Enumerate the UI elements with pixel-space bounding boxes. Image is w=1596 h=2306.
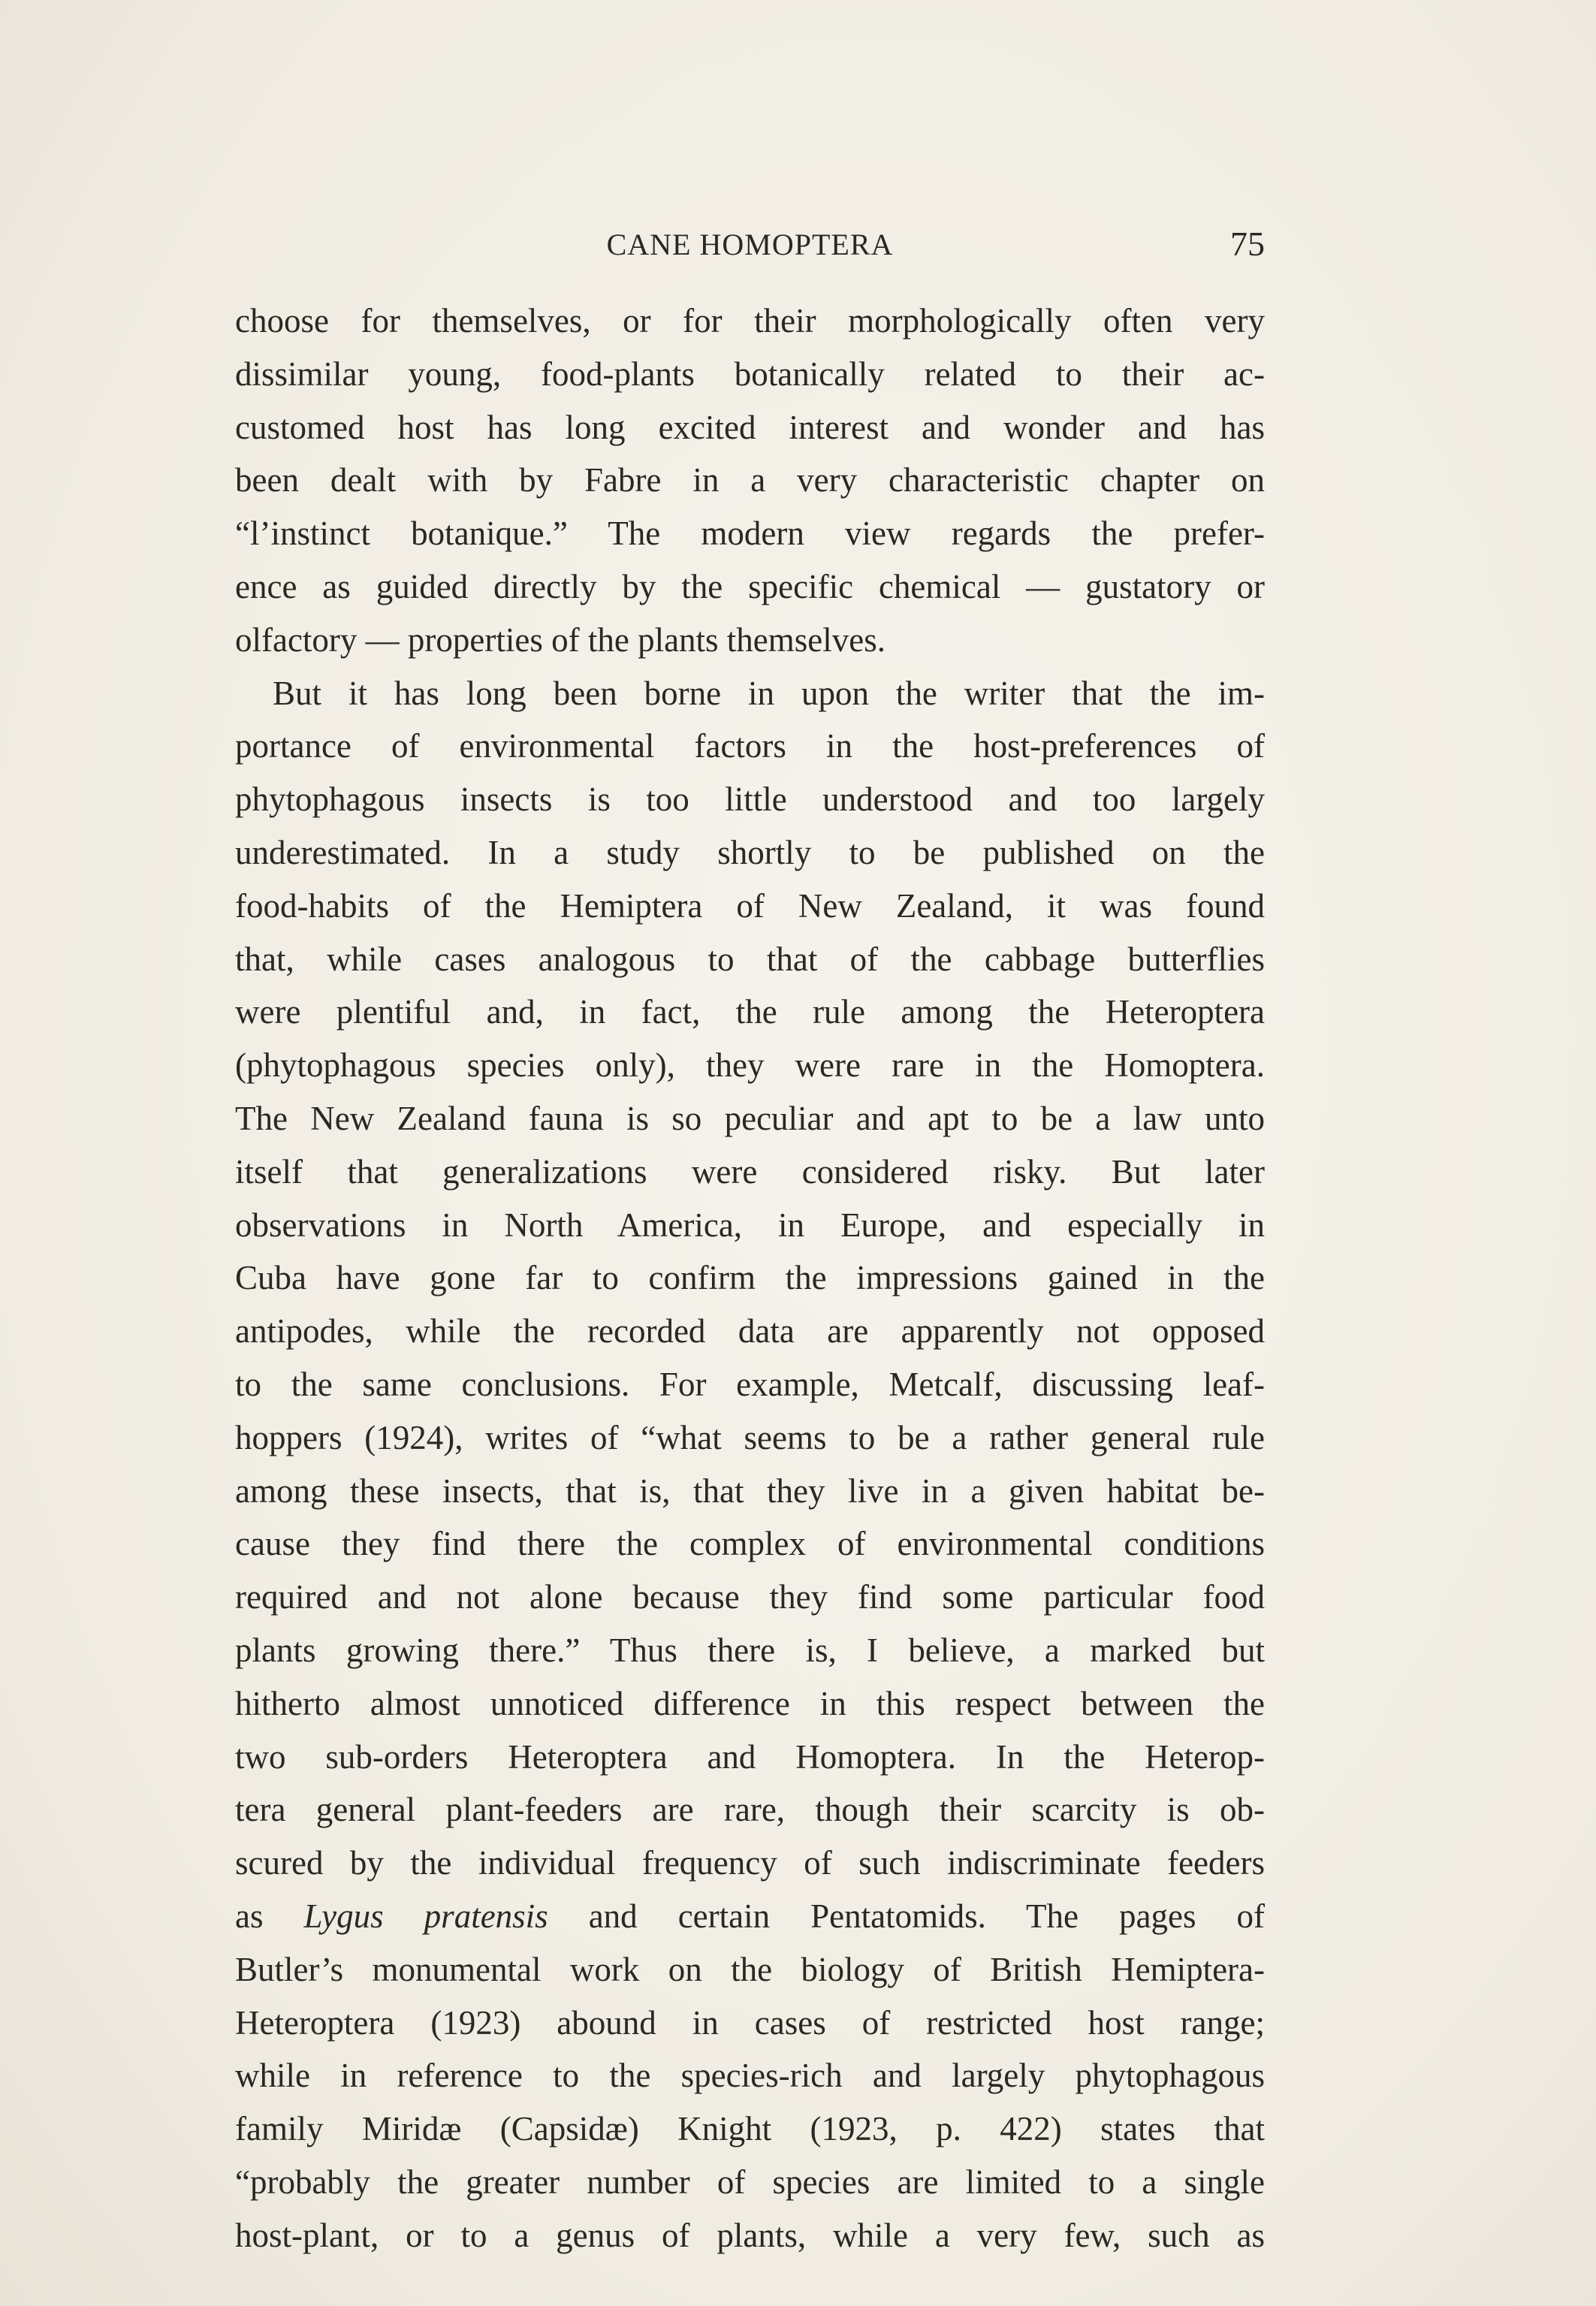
- text-line: hoppers (1924), writes of “what seems to be a rather general rule: [235, 1418, 1265, 1456]
- text-line: Cuba have gone far to confirm the impressions gained in the: [235, 1259, 1265, 1297]
- text-line: ence as guided directly by the specific chemical — gustatory or: [235, 567, 1265, 605]
- text-line: scured by the individual frequency of such indiscriminate feeders: [235, 1844, 1265, 1882]
- text-line: portance of environmental factors in the host-preferences of: [235, 727, 1265, 765]
- text-line: hitherto almost unnoticed difference in this respect between the: [235, 1684, 1265, 1722]
- text-line: olfactory — properties of the plants themselves.: [235, 620, 886, 659]
- text-line: Butler’s monumental work on the biology of British Hemiptera-: [235, 1950, 1265, 1988]
- text-line: food-habits of the Hemiptera of New Zealand, it was found: [235, 886, 1265, 925]
- text-line: two sub-orders Heteroptera and Homoptera. In the Heterop-: [235, 1737, 1265, 1776]
- running-title: CANE HOMOPTERA: [606, 228, 894, 261]
- text-line: family Miridæ (Capsidæ) Knight (1923, p. 422) states that: [235, 2110, 1265, 2148]
- text-line: host-plant, or to a genus of plants, while a very few, such as: [235, 2216, 1265, 2254]
- text-line: while in reference to the species-rich and largely phytophagous: [235, 2057, 1265, 2095]
- text-line: antipodes, while the recorded data are apparently not opposed: [235, 1312, 1265, 1351]
- text-line: (phytophagous species only), they were rare in the Homoptera.: [235, 1046, 1265, 1085]
- text-line: customed host has long excited interest and wonder and has: [235, 408, 1265, 446]
- text-line: But it has long been borne in upon the writer that the im-: [273, 674, 1265, 712]
- text-segment: and certain Pentatomids. The pages of: [548, 1897, 1265, 1935]
- species-name: Lygus pratensis: [303, 1897, 548, 1935]
- text-line: were plentiful and, in fact, the rule among the Heteroptera: [235, 993, 1265, 1031]
- text-line: to the same conclusions. For example, Metcalf, discussing leaf-: [235, 1365, 1265, 1403]
- body-text: [235, 294, 1265, 2262]
- text-line: plants growing there.” Thus there is, I believe, a marked but: [235, 1631, 1265, 1669]
- text-line: itself that generalizations were considered risky. But later: [235, 1152, 1265, 1191]
- text-line: choose for themselves, or for their morphologically often very: [235, 302, 1265, 340]
- text-segment: as: [235, 1897, 304, 1935]
- text-line: “l’instinct botanique.” The modern view regards the prefer-: [235, 515, 1265, 553]
- text-line: cause they find there the complex of environmental conditions: [235, 1525, 1265, 1563]
- text-line: that, while cases analogous to that of the cabbage butterflies: [235, 940, 1265, 978]
- running-head: [235, 224, 1265, 269]
- text-line: dissimilar young, food-plants botanically related to their ac-: [235, 355, 1265, 393]
- text-line: underestimated. In a study shortly to be published on the: [235, 833, 1265, 871]
- text-line: among these insects, that is, that they live in a given habitat be-: [235, 1471, 1265, 1510]
- page-number: 75: [1230, 225, 1265, 263]
- text-line: been dealt with by Fabre in a very characteristic chapter on: [235, 461, 1265, 500]
- text-line: Heteroptera (1923) abound in cases of restricted host range;: [235, 2003, 1265, 2042]
- text-line: required and not alone because they find some particular food: [235, 1578, 1265, 1616]
- text-line: [235, 1890, 1265, 1943]
- text-line: tera general plant-feeders are rare, though their scarcity is ob-: [235, 1791, 1265, 1829]
- text-line: The New Zealand fauna is so peculiar and apt to be a law unto: [235, 1099, 1265, 1137]
- text-line: “probably the greater number of species are limited to a single: [235, 2163, 1265, 2201]
- text-line: observations in North America, in Europe, and especially in: [235, 1206, 1265, 1244]
- text-line: phytophagous insects is too little understood and too largely: [235, 780, 1265, 819]
